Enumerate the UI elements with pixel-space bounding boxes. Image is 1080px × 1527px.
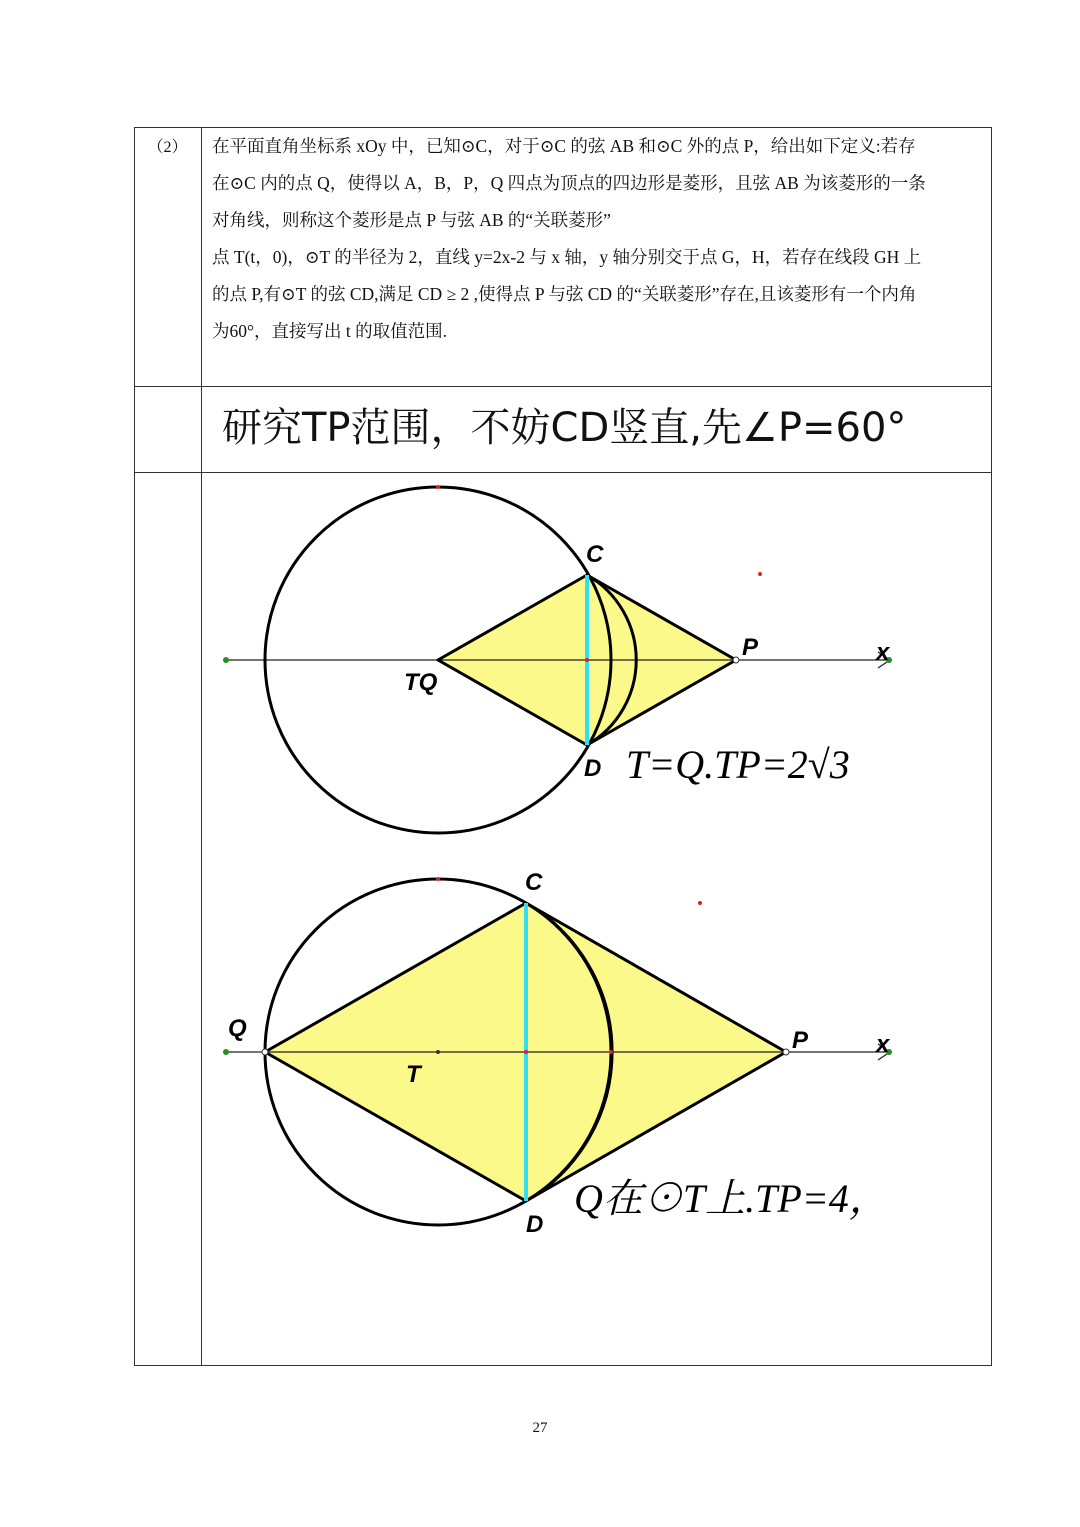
problem-line-5: 的点 P,有⊙T 的弦 CD,满足 CD ≥ 2 ,使得点 P 与弦 CD 的“关联菱形”存在,且该菱形有一个内角 [212, 284, 917, 304]
point-red-2 [698, 901, 702, 905]
problem-line-4: 点 T(t，0)，⊙T 的半径为 2，直线 y=2x-2 与 x 轴，y 轴分别交于点 G，H，若存在线段 GH 上 [212, 247, 922, 267]
point-T-2 [436, 1050, 440, 1054]
problem-line-1: 在平面直角坐标系 xOy 中，已知⊙C，对于⊙C 的弦 AB 和⊙C 外的点 P，给出如下定义:若存 [212, 136, 916, 156]
label-TQ-1: TQ [404, 669, 438, 696]
problem-line-2: 在⊙C 内的点 Q，使得以 A，B，P，Q 四点为顶点的四边形是菱形，且弦 AB 为该菱形的一条 [212, 173, 926, 193]
point-P-2 [783, 1049, 789, 1055]
problem-number: （2） [147, 139, 188, 156]
point-top-2 [436, 877, 440, 881]
point-left-1 [223, 657, 229, 663]
point-top-1 [436, 485, 440, 489]
label-C-1: C [586, 541, 604, 568]
point-P-1 [733, 657, 739, 663]
point-red-1 [758, 572, 762, 576]
point-arc-2 [609, 1050, 613, 1054]
note-2: Q在⊙T上.TP=4， [574, 1176, 889, 1221]
point-Q-2 [262, 1049, 268, 1055]
label-x-2: x [876, 1031, 890, 1058]
label-P-2: P [792, 1027, 809, 1054]
figure-2 [223, 869, 892, 1238]
label-D-2: D [526, 1211, 544, 1238]
point-left-2 [223, 1049, 229, 1055]
point-mid-1 [585, 658, 589, 662]
label-P-1: P [742, 634, 759, 661]
problem-line-3: 对角线，则称这个菱形是点 P 与弦 AB 的“关联菱形” [212, 210, 611, 230]
label-T-2: T [406, 1061, 421, 1088]
point-mid-2 [524, 1050, 528, 1054]
label-D-1: D [584, 755, 602, 782]
label-x-1: x [876, 639, 890, 666]
problem-line-6: 为60°，直接写出 t 的取值范围. [212, 321, 447, 341]
label-Q-2: Q [228, 1015, 247, 1042]
note-1: T=Q.TP=2√3 [626, 742, 850, 787]
page-number: 27 [532, 1420, 548, 1436]
label-C-2: C [525, 869, 543, 896]
solution-heading: 研究TP范围，不妨CD竖直,先∠P=60° [222, 405, 907, 451]
figure-1 [223, 485, 892, 833]
